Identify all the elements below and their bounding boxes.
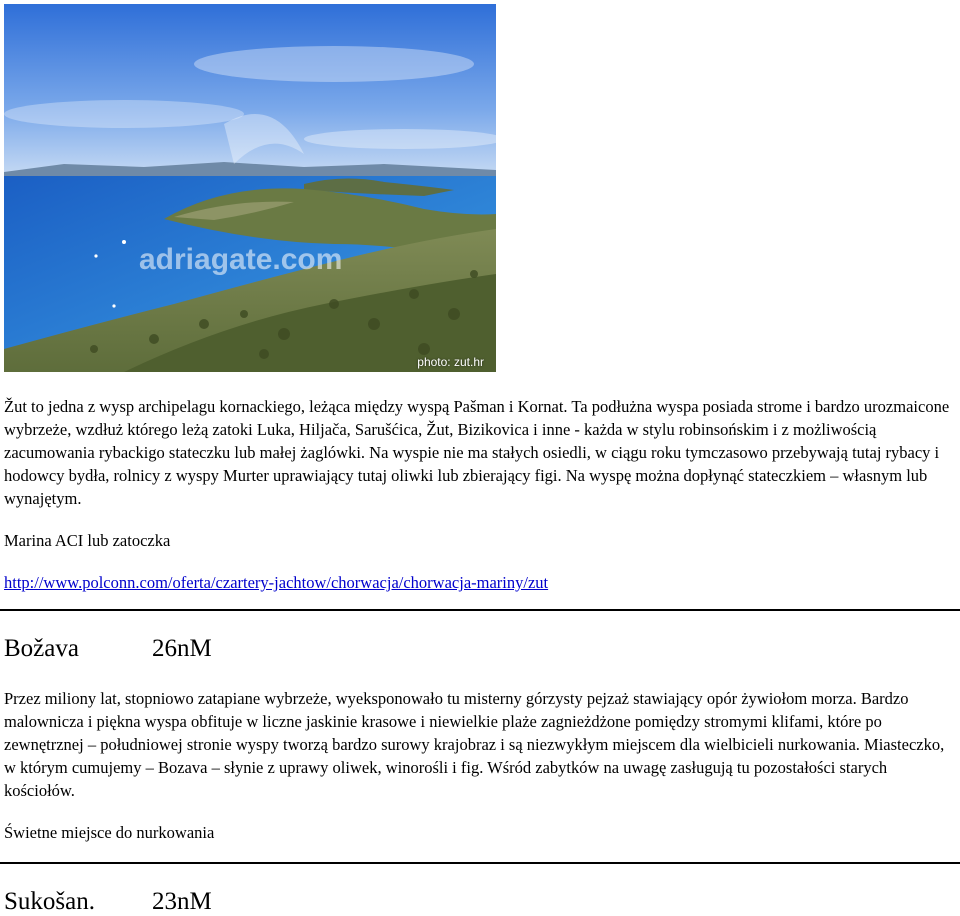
section-name: Božava	[4, 635, 79, 662]
photo-credit: photo: zut.hr	[417, 355, 484, 369]
section-heading-bozava	[4, 635, 212, 663]
marina-line: Marina ACI lub zatoczka	[4, 531, 171, 550]
diving-note: Świetne miejsce do nurkowania	[4, 823, 215, 842]
link-line	[4, 571, 954, 594]
horizontal-rule	[0, 862, 960, 864]
photo-watermark: adriagate.com	[139, 243, 343, 276]
section-distance: 26nM	[152, 635, 212, 662]
island-photo-illustration	[4, 4, 496, 372]
intro-paragraph: Žut to jedna z wysp archipelagu kornackiego, leżąca między wyspą Pašman i Kornat. Ta podłużna wyspa posiada strome i bardzo urozmaicone wybrzeże, wzdłuż którego leżą zatoki Luka, Hiljača, Sarušćica, Žut, Bizikovica i inne - każda w stylu robinsońskim i z możliwością zacumowania rybackigo stateczku lub małej żaglówki. Na wyspie nie ma stałych osiedli, w ciągu roku tymczasowo przebywają tutaj rybacy i hodowcy bydła, rolnicy z wyspy Murter uprawiający tutaj oliwki lub zbierający figi. Na wyspę można dopłynąć stateczkiem – własnym lub wynajętym.	[4, 397, 950, 508]
polconn-link[interactable]: http://www.polconn.com/oferta/czartery-jachtow/chorwacja/chorwacja-mariny/zut	[4, 573, 549, 592]
bozava-paragraph: Przez miliony lat, stopniowo zatapiane wybrzeże, wyeksponowało tu misterny górzysty pejzaż stawiający opór żywiołom morza. Bardzo malownicza i piękna wyspa obfituje w liczne jaskinie krasowe i niewielkie plaże zagnieżdżone pomiędzy stromymi klifami, które po zewnętrznej – południowej stronie wyspy tworzą bardzo surowy krajobraz i są niezwykłym miejscem dla wielbicieli nurkowania. Miasteczko, w którym cumujemy – Bozava – słynie z uprawy oliwek, winorośli i fig. Wśród zabytków na uwagę zasługują tu pozostałości starych kościołów.	[4, 689, 945, 800]
horizontal-rule	[0, 609, 960, 611]
section-distance: 23nM	[152, 888, 212, 915]
section-heading-sukosan	[4, 888, 212, 916]
island-photo	[4, 4, 496, 372]
section-name: Sukošan.	[4, 888, 95, 915]
